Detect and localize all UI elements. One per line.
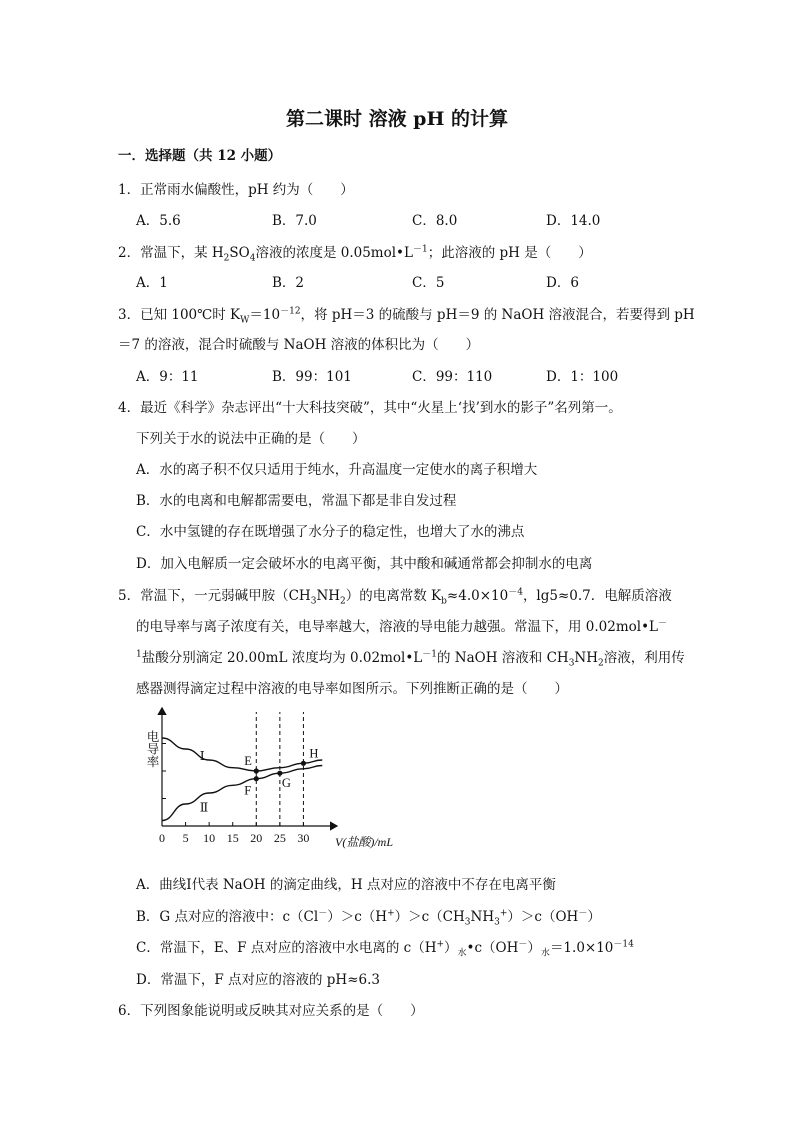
q2-option-d[interactable]: D．6 bbox=[546, 275, 579, 291]
x-tick-label: 15 bbox=[226, 831, 239, 845]
question-2-stem: 2．常温下，某 $H_2SO_4$溶液的浓度是 $0.05mol•L^{-1}$；此溶液的 pH 是（ ） bbox=[118, 244, 592, 264]
question-3-line-2: ＝7 的溶液，混合时硫酸与 NaOH 溶液的体积比为（ ） bbox=[118, 337, 480, 353]
x-tick-label: 5 bbox=[182, 831, 189, 845]
page-title: 第二课时 溶液 pH 的计算 bbox=[285, 108, 509, 130]
question-1-stem: 1．正常雨水偏酸性，pH 约为（ ） bbox=[118, 182, 354, 198]
q2-option-b[interactable]: B．2 bbox=[272, 275, 305, 291]
section-heading: 一．选择题（共 12 小题） bbox=[118, 148, 282, 164]
series-curve-1 bbox=[162, 738, 322, 771]
q2-option-c[interactable]: C．5 bbox=[412, 275, 445, 291]
series-label-2: Ⅱ bbox=[199, 800, 209, 815]
x-tick-label: 30 bbox=[297, 831, 310, 845]
question-6-stem: 6．下列图象能说明或反映其对应关系的是（ ） bbox=[118, 1003, 424, 1019]
q1-option-c[interactable]: C．8.0 bbox=[412, 213, 458, 229]
point-g bbox=[277, 771, 282, 776]
x-tick-label: 25 bbox=[273, 831, 286, 845]
question-3-line-1: 3．已知 100℃时 $K_W=10^{-12}$，将 pH＝3 的硫酸与 pH＝9 的 NaOH 溶液混合，若要得到 pH bbox=[118, 306, 695, 326]
point-label-f: F bbox=[244, 783, 252, 798]
q1-option-d[interactable]: D．14.0 bbox=[546, 213, 601, 229]
q5-option-c[interactable]: C．常温下，E、F 点对应的溶液中水电离的 $c(H^+)_水•c(OH^-)_水=1.0\times 10^{-14}$ bbox=[136, 939, 634, 959]
q5-option-b[interactable]: B．G 点对应的溶液中：$c(Cl^-)>c(H^+)>c(CH_3NH_3^+)>c(OH^-)$ bbox=[136, 908, 601, 928]
x-axis-label: V(盐酸)/mL bbox=[335, 835, 393, 849]
q3-option-c[interactable]: C．99：110 bbox=[412, 369, 493, 385]
point-label-g: G bbox=[281, 776, 291, 791]
q3-option-b[interactable]: B．99：101 bbox=[272, 369, 352, 385]
question-5-line-1: 5．常温下，一元弱碱甲胺$(CH_3NH_2)$的电离常数 $K_b\approx 4.0\times 10^{-4}$，lg5≈0.7．电解质溶液 bbox=[118, 587, 672, 607]
q3-option-a[interactable]: A．9：11 bbox=[136, 369, 199, 385]
point-e bbox=[254, 768, 259, 773]
q5-option-a[interactable]: A．曲线Ⅰ代表 NaOH 的滴定曲线，H 点对应的溶液中不存在电离平衡 bbox=[136, 877, 556, 893]
q4-option-c[interactable]: C．水中氢键的存在既增强了水分子的稳定性，也增大了水的沸点 bbox=[136, 524, 525, 540]
q1-option-b[interactable]: B．7.0 bbox=[272, 213, 317, 229]
x-tick-label: 20 bbox=[250, 831, 263, 845]
series-label-1: Ⅰ bbox=[199, 749, 205, 763]
q5-option-d[interactable]: D．常温下，F 点对应的溶液的 pH≈6.3 bbox=[136, 972, 380, 988]
point-h bbox=[301, 761, 306, 766]
chart-plot-area bbox=[145, 708, 393, 849]
q4-option-d[interactable]: D．加入电解质一定会破坏水的电离平衡，其中酸和碱通常都会抑制水的电离 bbox=[136, 556, 593, 572]
x-tick-label: 10 bbox=[203, 831, 216, 845]
question-4-line-2: 下列关于水的说法中正确的是（ ） bbox=[136, 431, 366, 447]
question-5-line-4: 感器测得滴定过程中溶液的电导率如图所示。下列推断正确的是（ ） bbox=[136, 681, 568, 697]
point-label-e: E bbox=[244, 754, 252, 768]
question-5-line-3: $^1$盐酸分别滴定 20.00mL 浓度均为 $0.02mol•L^{-1}$的 NaOH 溶液和 $CH_3NH_2$溶液，利用传 bbox=[136, 649, 685, 669]
point-label-h: H bbox=[309, 746, 319, 761]
q3-option-d[interactable]: D．1：100 bbox=[546, 369, 619, 385]
x-tick-label: 0 bbox=[159, 831, 165, 845]
q4-option-a[interactable]: A．水的离子积不仅只适用于纯水，升高温度一定使水的离子积增大 bbox=[136, 462, 538, 478]
series-curve-2 bbox=[162, 766, 322, 821]
question-4-line-1: 4．最近《科学》杂志评出“十大科技突破”，其中“火星上‘找’到水的影子”名列第一。 bbox=[118, 400, 622, 416]
q2-option-a[interactable]: A．1 bbox=[136, 275, 168, 291]
q1-option-a[interactable]: A．5.6 bbox=[136, 213, 181, 229]
point-f bbox=[254, 776, 259, 781]
y-axis-label: 电导率 bbox=[145, 730, 159, 768]
q4-option-b[interactable]: B．水的电离和电解都需要电，常温下都是非自发过程 bbox=[136, 493, 457, 509]
question-5-line-2: 的电导率与离子浓度有关，电导率越大，溶液的导电能力越强。常温下，用 0.02mol•L－ bbox=[136, 618, 668, 635]
conductivity-chart bbox=[145, 700, 393, 860]
